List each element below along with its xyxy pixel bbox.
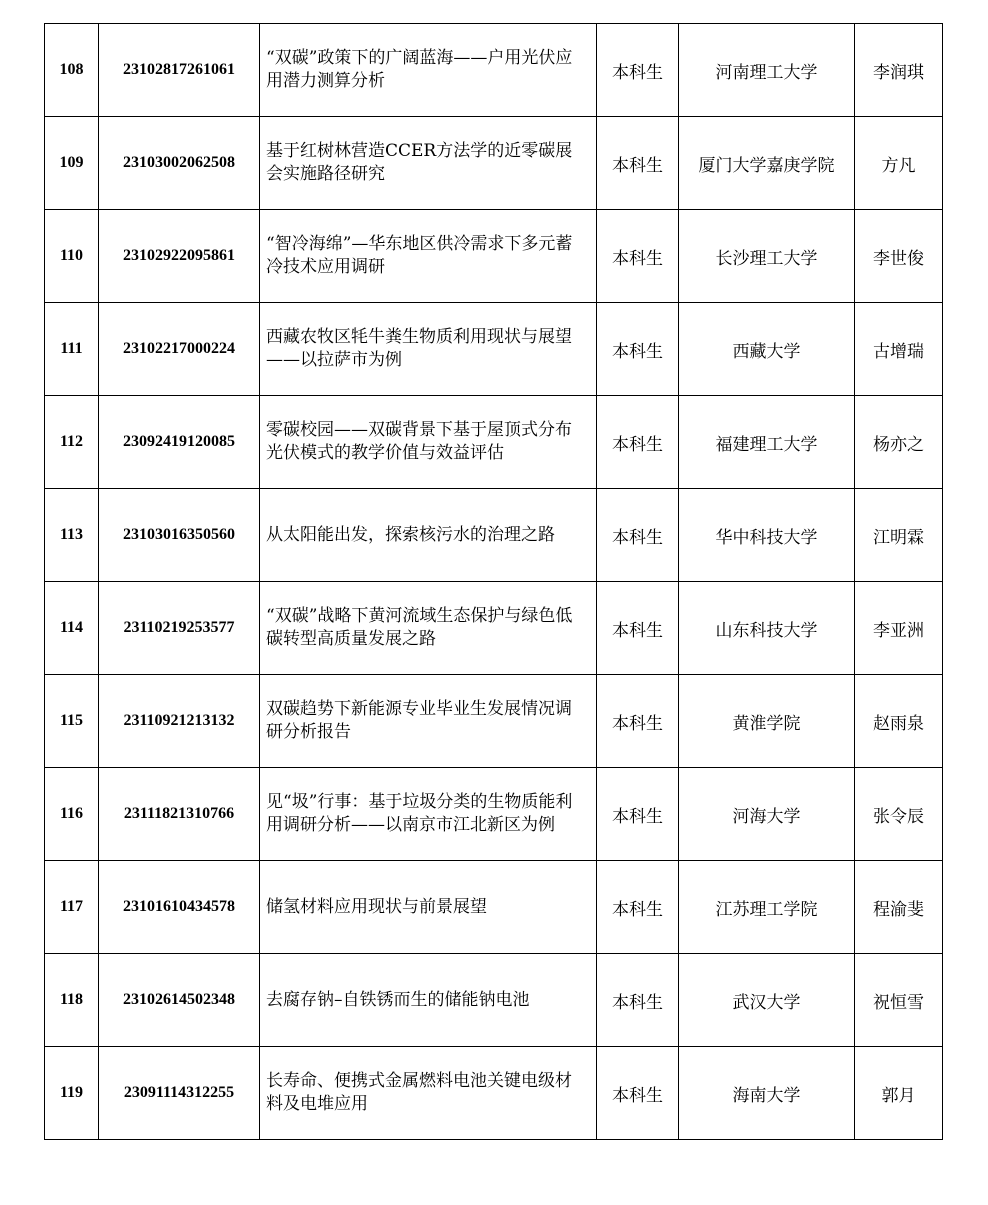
project-title: “智冷海绵”—华东地区供冷需求下多元蓄冷技术应用调研	[260, 210, 597, 303]
student-level: 本科生	[597, 675, 679, 768]
school-name: 厦门大学嘉庚学院	[679, 117, 855, 210]
student-name: 方凡	[855, 117, 943, 210]
project-title: “双碳”战略下黄河流域生态保护与绿色低碳转型高质量发展之路	[260, 582, 597, 675]
table-row	[45, 582, 943, 675]
student-level: 本科生	[597, 1047, 679, 1140]
table-row	[45, 117, 943, 210]
project-title: 储氢材料应用现状与前景展望	[260, 861, 597, 954]
project-title: 西藏农牧区牦牛粪生物质利用现状与展望——以拉萨市为例	[260, 303, 597, 396]
row-number: 110	[45, 210, 99, 303]
award-list-table	[44, 23, 943, 1140]
school-name: 武汉大学	[679, 954, 855, 1047]
row-number: 119	[45, 1047, 99, 1140]
table-row	[45, 675, 943, 768]
student-level: 本科生	[597, 861, 679, 954]
student-name: 张令辰	[855, 768, 943, 861]
project-title: 基于红树林营造CCER方法学的近零碳展会实施路径研究	[260, 117, 597, 210]
student-name: 杨亦之	[855, 396, 943, 489]
entry-code: 23103002062508	[99, 117, 260, 210]
student-level: 本科生	[597, 489, 679, 582]
student-level: 本科生	[597, 396, 679, 489]
row-number: 116	[45, 768, 99, 861]
student-name: 程渝斐	[855, 861, 943, 954]
row-number: 113	[45, 489, 99, 582]
student-level: 本科生	[597, 24, 679, 117]
row-number: 115	[45, 675, 99, 768]
row-number: 109	[45, 117, 99, 210]
table-body	[45, 24, 943, 1140]
school-name: 江苏理工学院	[679, 861, 855, 954]
row-number: 112	[45, 396, 99, 489]
student-name: 李亚洲	[855, 582, 943, 675]
project-title: 零碳校园——双碳背景下基于屋顶式分布光伏模式的教学价值与效益评估	[260, 396, 597, 489]
student-level: 本科生	[597, 210, 679, 303]
row-number: 108	[45, 24, 99, 117]
entry-code: 23110921213132	[99, 675, 260, 768]
student-name: 李润琪	[855, 24, 943, 117]
school-name: 福建理工大学	[679, 396, 855, 489]
table-row	[45, 24, 943, 117]
student-name: 郭月	[855, 1047, 943, 1140]
student-level: 本科生	[597, 954, 679, 1047]
school-name: 海南大学	[679, 1047, 855, 1140]
entry-code: 23102922095861	[99, 210, 260, 303]
table-row	[45, 489, 943, 582]
entry-code: 23102817261061	[99, 24, 260, 117]
project-title: 从太阳能出发，探索核污水的治理之路	[260, 489, 597, 582]
entry-code: 23111821310766	[99, 768, 260, 861]
entry-code: 23102217000224	[99, 303, 260, 396]
table-row	[45, 396, 943, 489]
school-name: 西藏大学	[679, 303, 855, 396]
project-title: 双碳趋势下新能源专业毕业生发展情况调研分析报告	[260, 675, 597, 768]
student-name: 江明霖	[855, 489, 943, 582]
student-name: 赵雨泉	[855, 675, 943, 768]
table-row	[45, 954, 943, 1047]
entry-code: 23110219253577	[99, 582, 260, 675]
row-number: 114	[45, 582, 99, 675]
project-title: 见“圾”行事：基于垃圾分类的生物质能利用调研分析——以南京市江北新区为例	[260, 768, 597, 861]
row-number: 117	[45, 861, 99, 954]
student-level: 本科生	[597, 117, 679, 210]
student-level: 本科生	[597, 768, 679, 861]
entry-code: 23103016350560	[99, 489, 260, 582]
table-row	[45, 303, 943, 396]
project-title: 去腐存钠–自铁锈而生的储能钠电池	[260, 954, 597, 1047]
table-row	[45, 210, 943, 303]
student-name: 祝恒雪	[855, 954, 943, 1047]
student-name: 古增瑞	[855, 303, 943, 396]
school-name: 河南理工大学	[679, 24, 855, 117]
entry-code: 23102614502348	[99, 954, 260, 1047]
student-name: 李世俊	[855, 210, 943, 303]
entry-code: 23101610434578	[99, 861, 260, 954]
row-number: 111	[45, 303, 99, 396]
school-name: 河海大学	[679, 768, 855, 861]
school-name: 山东科技大学	[679, 582, 855, 675]
table-row	[45, 861, 943, 954]
entry-code: 23092419120085	[99, 396, 260, 489]
table-row	[45, 1047, 943, 1140]
student-level: 本科生	[597, 303, 679, 396]
school-name: 长沙理工大学	[679, 210, 855, 303]
school-name: 黄淮学院	[679, 675, 855, 768]
project-title: 长寿命、便携式金属燃料电池关键电级材料及电堆应用	[260, 1047, 597, 1140]
row-number: 118	[45, 954, 99, 1047]
project-title: “双碳”政策下的广阔蓝海——户用光伏应用潜力测算分析	[260, 24, 597, 117]
school-name: 华中科技大学	[679, 489, 855, 582]
student-level: 本科生	[597, 582, 679, 675]
entry-code: 23091114312255	[99, 1047, 260, 1140]
table-row	[45, 768, 943, 861]
